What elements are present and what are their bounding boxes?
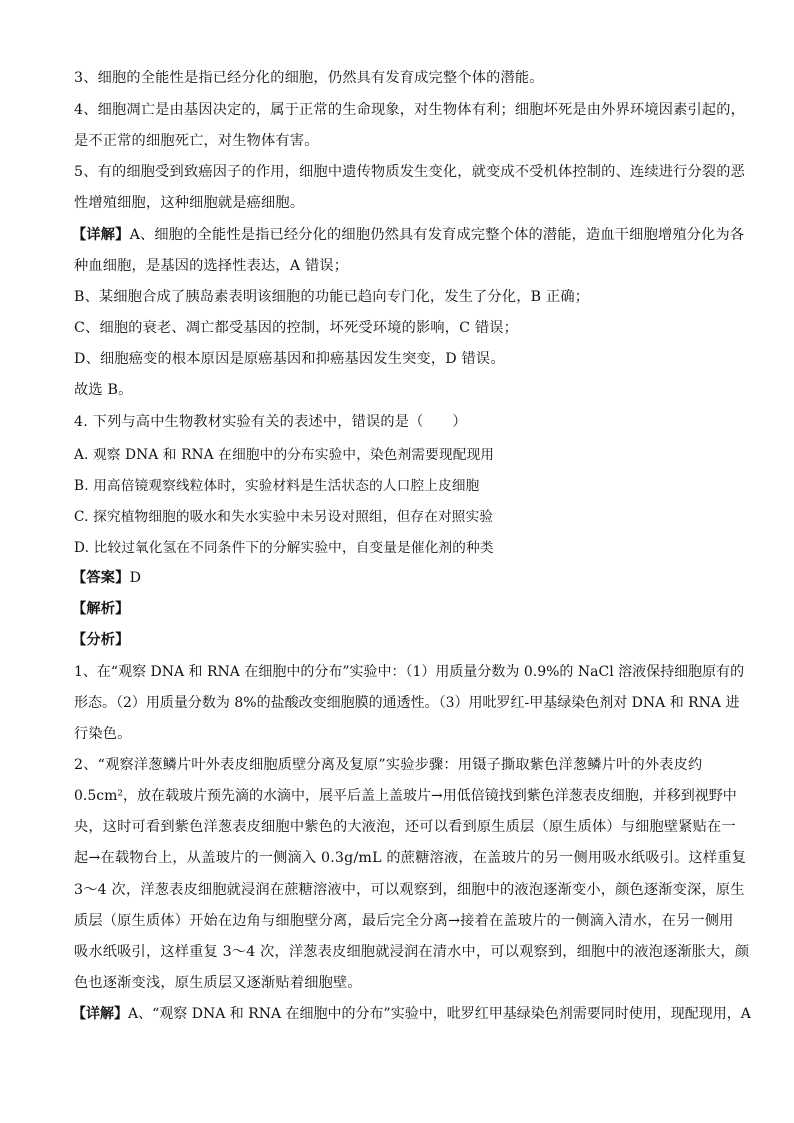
text-line: 起→在载物台上，从盖玻片的一侧滴入 0.3g/mL 的蔗糖溶液，在盖玻片的另一侧用吸水纸吸引。这样重复 — [74, 850, 747, 866]
text-line: 0.5cm²，放在载玻片预先滴的水滴中，展平后盖上盖玻片→用低倍镜找到紫色洋葱表皮细胞，并移到视野中 — [74, 788, 737, 804]
text-line: 4、细胞凋亡是由基因决定的，属于正常的生命现象，对生物体有利；细胞坏死是由外界环境因素引起的， — [74, 102, 746, 118]
question-stem: 4. 下列与高中生物教材实验有关的表述中，错误的是（ ） — [74, 414, 467, 430]
text-line: 性增殖细胞，这种细胞就是癌细胞。 — [74, 195, 305, 211]
detail-tag: 【详解】 — [72, 1006, 128, 1022]
option-a: A. 观察 DNA 和 RNA 在细胞中的分布实验中，染色剂需要现配现用 — [74, 447, 495, 463]
option-d: D. 比较过氧化氢在不同条件下的分解实验中，自变量是催化剂的种类 — [74, 540, 494, 556]
detail-paragraph-line — [72, 224, 744, 244]
detail-text: A、“观察 DNA 和 RNA 在细胞中的分布”实验中，吡罗红甲基绿染色剂需要同时使用，现配现用，A — [128, 1006, 751, 1022]
analysis-heading: 【解析】 — [72, 601, 130, 617]
text-line: 央，这时可看到紫色洋葱表皮细胞中紫色的大液泡，还可以看到原生质层（原生质体）与细胞壁紧贴在一 — [74, 819, 736, 835]
text-line: 是不正常的细胞死亡，对生物体有害。 — [74, 133, 319, 149]
text-line: 色也逐渐变浅，原生质层又逐渐贴着细胞壁。 — [74, 975, 362, 991]
detail-tag: 【详解】 — [72, 227, 130, 243]
text-line: 形态。（2）用质量分数为 8%的盐酸改变细胞膜的通透性。（3）用吡罗红-甲基绿染色剂对 DNA 和 RNA 进 — [74, 695, 740, 711]
detail-text: A、细胞的全能性是指已经分化的细胞仍然具有发育成完整个体的潜能，造血干细胞增殖分化为各 — [129, 227, 745, 243]
option-c: C. 探究植物细胞的吸水和失水实验中未另设对照组，但存在对照实验 — [74, 509, 494, 525]
text-line: 3～4 次，洋葱表皮细胞就浸润在蔗糖溶液中，可以观察到，细胞中的液泡逐渐变小，颜色逐渐变深，原生 — [74, 882, 745, 898]
text-line: 5、有的细胞受到致癌因子的作用，细胞中遗传物质发生变化，就变成不受机体控制的、连续进行分裂的恶 — [74, 164, 746, 180]
text-line: 种血细胞，是基因的选择性表达，A 错误； — [74, 258, 349, 274]
text-line: 2、“观察洋葱鳞片叶外表皮细胞质壁分离及复原”实验步骤：用镊子撕取紫色洋葱鳞片叶的外表皮约 — [74, 757, 703, 773]
option-b: B. 用高倍镜观察线粒体时，实验材料是生活状态的人口腔上皮细胞 — [74, 478, 480, 494]
text-line: 行染色。 — [74, 726, 132, 742]
text-line: 吸水纸吸引，这样重复 3～4 次，洋葱表皮细胞就浸润在清水中，可以观察到，细胞中的液泡逐渐胀大，颜 — [74, 944, 750, 960]
text-line: D、细胞癌变的根本原因是原癌基因和抑癌基因发生突变，D 错误。 — [74, 351, 505, 367]
text-line: C、细胞的衰老、凋亡都受基因的控制，坏死受环境的影响，C 错误； — [74, 320, 519, 336]
answer-tag: 【答案】 — [72, 570, 130, 586]
text-line: 故选 B。 — [74, 382, 133, 398]
text-line: 3、细胞的全能性是指已经分化的细胞，仍然具有发育成完整个体的潜能。 — [74, 70, 544, 86]
analysis-subheading: 【分析】 — [72, 632, 130, 648]
answer-value: D — [129, 570, 142, 586]
answer-line — [72, 567, 141, 587]
text-line: 1、在“观察 DNA 和 RNA 在细胞中的分布”实验中：（1）用质量分数为 0.9%的 NaCl 溶液保持细胞原有的 — [74, 664, 745, 680]
detail-paragraph-line — [72, 1003, 751, 1023]
text-line: B、某细胞合成了胰岛素表明该细胞的功能已趋向专门化，发生了分化，B 正确； — [74, 289, 590, 305]
text-line: 质层（原生质体）开始在边角与细胞壁分离，最后完全分离→接着在盖玻片的一侧滴入清水，在另一侧用 — [74, 913, 734, 929]
